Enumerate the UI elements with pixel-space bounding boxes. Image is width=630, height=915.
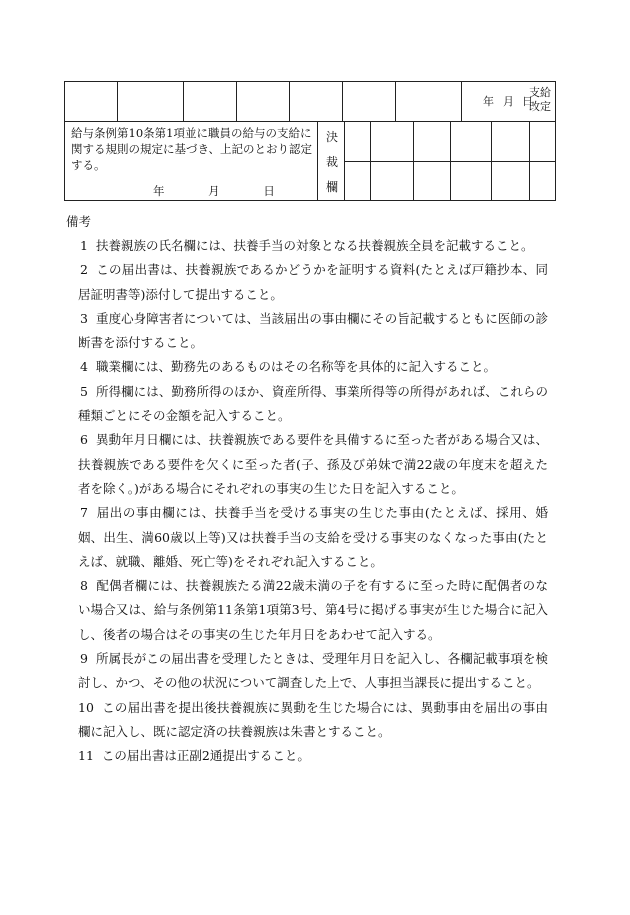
note-text: 配偶者欄には、扶養親族たる満22歳未満の子を有するに至った時に配偶者のない場合又は、給与条例第11条第1項第3号、第4号に掲げる事実が生じた場合に記入し、後者の場合はその事実の生じた年月日をあわせて記入する。 [78, 578, 548, 642]
note-item [78, 574, 548, 647]
approval-form-table [64, 81, 556, 201]
statement-text: 給与条例第10条第1項並に職員の給与の支給に関する規則の規定に基づき、上記のとおり認定する。 [71, 126, 313, 172]
kessai-char: 決 [325, 130, 338, 144]
grid-col-divider [450, 122, 451, 200]
note-text: 異動年月日欄には、扶養親族である要件を具備するに至った者がある場合又は、扶養親族である要件を欠くに至った者(子、孫及び弟妹で満22歳の年度末を超えた者を除く。)がある場合にそれぞれの事実の生じた日を記入すること。 [78, 432, 548, 496]
grid-col-divider [370, 122, 371, 200]
form-cell[interactable] [118, 82, 184, 121]
note-text: 所属長がこの届出書を受理したときは、受理年月日を記入し、各欄記載事項を検討し、かつ、その他の状況について調査した上で、人事担当課長に提出すること。 [78, 651, 548, 691]
note-item [78, 307, 548, 356]
note-number: 11 [78, 748, 94, 764]
form-cell[interactable] [396, 82, 462, 121]
revision-date-cell[interactable] [462, 82, 555, 121]
kessai-char: 欄 [325, 180, 338, 194]
note-number: 5 [80, 383, 88, 399]
note-item [78, 744, 548, 768]
note-text: この届出書は正副2通提出すること。 [101, 748, 310, 764]
statement-date[interactable] [153, 183, 297, 199]
note-text: 届出の事由欄には、扶養手当を受ける事実の生じた事由(たとえば、採用、婚姻、出生、満60歳以上等)又は扶養手当の支給を受ける事実のなくなった事由(たとえば、就職、離婚、死亡等)をそれぞれ記入すること。 [78, 505, 548, 569]
note-text: 重度心身障害者については、当該届出の事由欄にその旨記載するともに医師の診断書を添付すること。 [78, 310, 548, 351]
note-item [78, 234, 548, 258]
kaitei-line-1: 支給 [529, 86, 551, 99]
note-text: この届出書は、扶養親族であるかどうかを証明する資料(たとえば戸籍抄本、同居証明書等)添付して提出すること。 [78, 262, 548, 302]
certification-statement [65, 122, 318, 200]
note-item [78, 696, 548, 745]
form-cell[interactable] [237, 82, 290, 121]
note-number: 2 [80, 262, 88, 278]
form-cell[interactable] [290, 82, 343, 121]
grid-col-divider [491, 122, 492, 200]
note-text: この届出書を提出後扶養親族に異動を生じた場合には、異動事由を届出の事由欄に記入し、既に認定済の扶養親族は朱書とすること。 [78, 699, 548, 739]
note-number: 4 [80, 359, 88, 375]
approval-column-label [318, 122, 345, 200]
kessai-char: 裁 [325, 155, 338, 169]
note-item [78, 647, 548, 696]
note-item [78, 258, 548, 307]
note-text: 職業欄には、勤務先のあるものはその名称等を具体的に記入すること。 [96, 359, 497, 375]
day-label: 日 [522, 95, 533, 108]
statement-day-label: 日 [263, 184, 275, 198]
note-text: 所得欄には、勤務所得のほか、資産所得、事業所得等の所得があれば、これらの種類ごとにその金額を記入すること。 [78, 383, 548, 424]
note-item [78, 428, 548, 501]
grid-col-divider [529, 122, 530, 200]
month-label: 月 [503, 95, 514, 108]
form-cell[interactable] [184, 82, 237, 121]
note-number: 7 [80, 505, 88, 521]
statement-year-label: 年 [153, 184, 165, 198]
note-text: 扶養親族の氏名欄には、扶養手当の対象となる扶養親族全員を記載すること。 [96, 238, 534, 253]
year-label: 年 [483, 95, 494, 108]
note-item [78, 380, 548, 429]
form-row-top [65, 82, 555, 122]
statement-month-label: 月 [208, 184, 220, 198]
form-cell[interactable] [65, 82, 118, 121]
note-number: 9 [80, 651, 88, 667]
note-item [78, 355, 548, 379]
note-number: 8 [80, 578, 88, 594]
note-number: 3 [80, 310, 88, 326]
notes-list [78, 234, 548, 769]
approval-stamp-grid[interactable] [345, 122, 555, 200]
note-number: 6 [80, 432, 88, 448]
note-number: 1 [80, 238, 88, 253]
kyuyo-kaitei-label [529, 86, 551, 114]
note-number: 10 [78, 699, 94, 715]
kaitei-line-2: 改定 [529, 100, 551, 113]
notes-heading: 備考 [66, 214, 92, 229]
grid-col-divider [413, 122, 414, 200]
note-item [78, 501, 548, 574]
form-cell[interactable] [343, 82, 396, 121]
